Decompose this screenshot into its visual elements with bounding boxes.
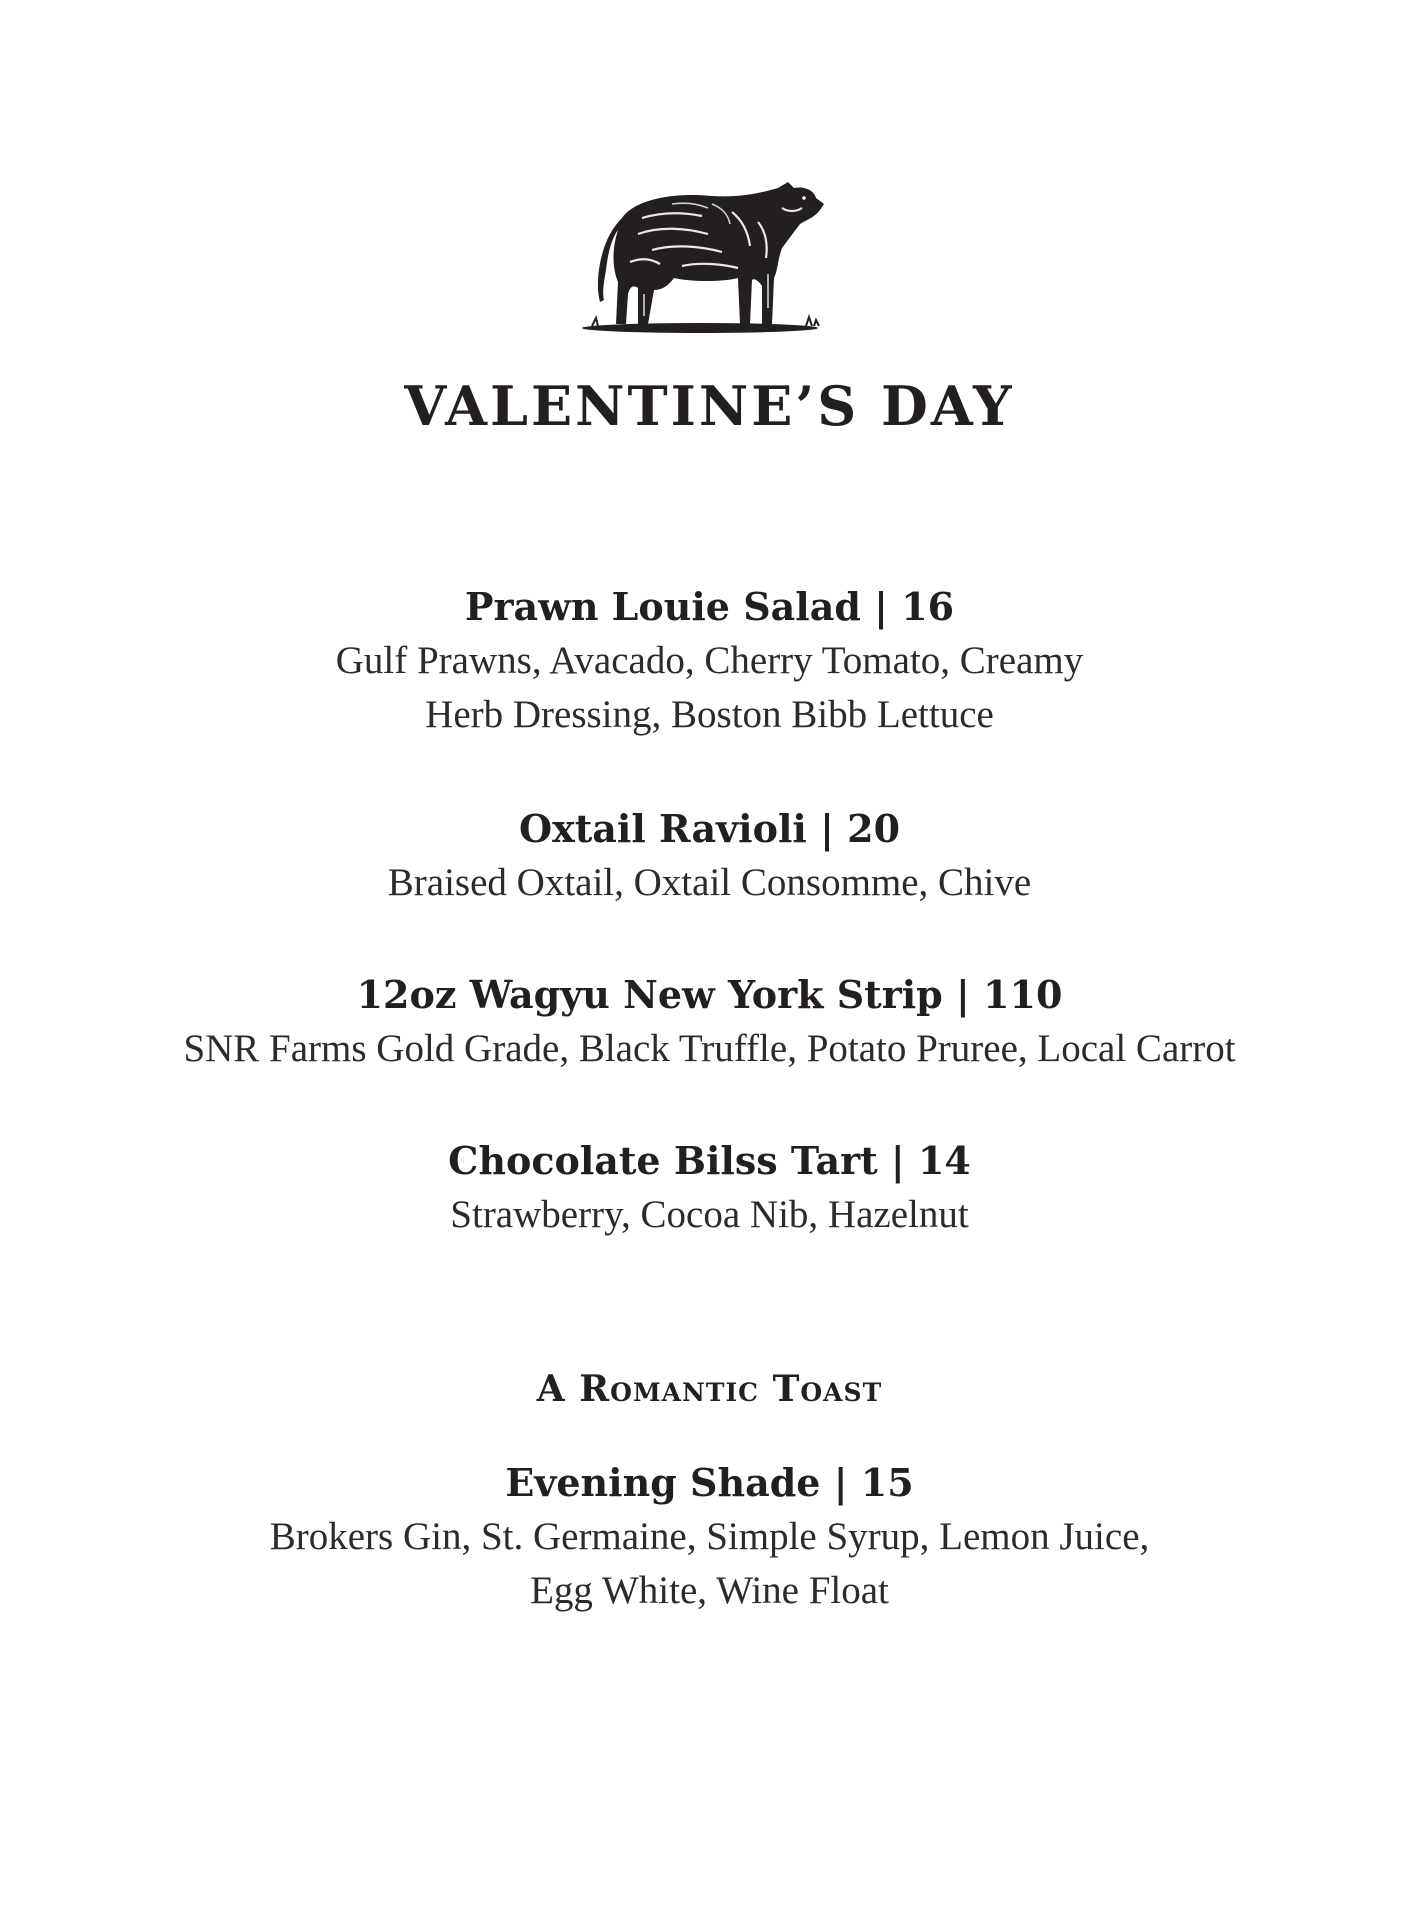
toast-item-name: Evening Shade — [505, 1460, 821, 1505]
menu-item — [0, 1134, 1419, 1242]
menu-item-heading — [0, 580, 1419, 634]
menu-item-name: Prawn Louie Salad — [464, 584, 861, 629]
toast-item-description: Egg White, Wine Float — [530, 1569, 889, 1612]
menu-item-heading — [0, 968, 1419, 1022]
menu-item-price: 14 — [917, 1138, 971, 1183]
menu-item-description: Herb Dressing, Boston Bibb Lettuce — [425, 693, 994, 736]
price-separator: | — [890, 1138, 905, 1183]
cow-logo-icon — [582, 178, 828, 336]
menu-item — [0, 968, 1419, 1076]
toast-section-title: A Romantic Toast — [536, 1368, 883, 1410]
menu-item-heading — [0, 802, 1419, 856]
menu-item-name: 12oz Wagyu New York Strip — [356, 972, 943, 1017]
menu-item-description: SNR Farms Gold Grade, Black Truffle, Potato Pruree, Local Carrot — [183, 1027, 1236, 1070]
menu-item-name: Oxtail Ravioli — [518, 806, 807, 851]
menu-item-price: 110 — [983, 972, 1063, 1017]
price-separator: | — [874, 584, 888, 629]
page-title: VALENTINE’S DAY — [404, 374, 1015, 438]
menu-item-heading — [0, 1134, 1419, 1188]
menu-item — [0, 580, 1419, 742]
menu-item-description: Gulf Prawns, Avacado, Cherry Tomato, Creamy — [335, 639, 1084, 682]
menu-item-description: Braised Oxtail, Oxtail Consomme, Chive — [387, 861, 1032, 904]
menu-item-price: 16 — [901, 584, 955, 629]
menu-item-name: Chocolate Bilss Tart — [448, 1138, 878, 1183]
price-separator: | — [833, 1460, 848, 1505]
toast-item-price: 15 — [860, 1460, 914, 1505]
price-separator: | — [956, 972, 970, 1017]
menu-item-heading — [0, 1456, 1419, 1510]
menu-item — [0, 802, 1419, 910]
toast-item — [0, 1456, 1419, 1618]
menu-item-price: 20 — [847, 806, 901, 851]
toast-item-description: Brokers Gin, St. Germaine, Simple Syrup, Lemon Juice, — [269, 1515, 1150, 1558]
menu-item-description: Strawberry, Cocoa Nib, Hazelnut — [450, 1193, 969, 1236]
price-separator: | — [820, 806, 834, 851]
